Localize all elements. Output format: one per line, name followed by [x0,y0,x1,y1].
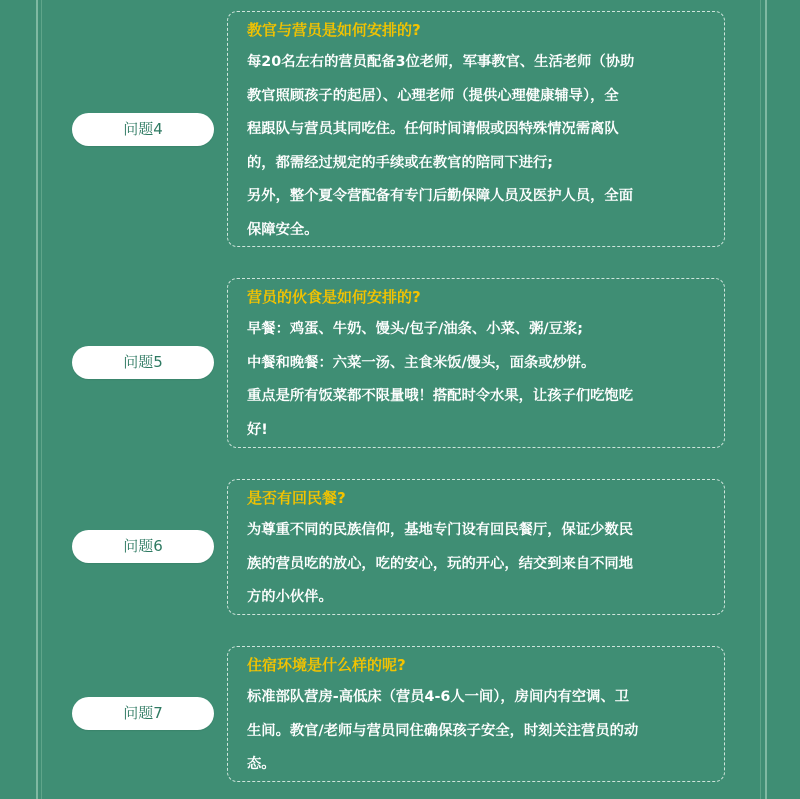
question-label-7: 问题7 [72,697,214,730]
question-title: 住宿环境是什么样的呢? [247,656,406,674]
question-label-4: 问题4 [72,113,214,146]
faq-card-5 [227,278,725,448]
answer-line: 中餐和晚餐：六菜一汤、主食米饭/馒头，面条或炒饼。 [247,354,596,371]
question-title: 教官与营员是如何安排的? [247,21,421,39]
right-frame-line [765,0,767,799]
answer-line: 另外，整个夏令营配备有专门后勤保障人员及医护人员，全面 [247,188,634,204]
answer-line: 教官照顾孩子的起居）、心理老师（提供心理健康辅导），全 [247,87,619,104]
answer-line: 为尊重不同的民族信仰，基地专门设有回民餐厅，保证少数民 [247,522,634,538]
answer-line: 生间。教官/老师与营员同住确保孩子安全，时刻关注营员的动 [247,722,639,739]
answer-line: 的，都需经过规定的手续或在教官的陪同下进行; [247,154,553,171]
faq-card-7 [227,646,725,782]
answer-line: 好! [247,421,268,438]
answer-line: 族的营员吃的放心，吃的安心，玩的开心，结交到来自不同地 [247,555,634,572]
answer-line: 标准部队营房-高低床（营员4-6人一间），房间内有空调、卫 [247,689,630,705]
answer-line: 每20名左右的营员配备3位老师，军事教官、生活老师（协助 [247,54,635,70]
faq-card-4 [227,11,725,247]
left-frame-line [36,0,38,799]
question-title: 是否有回民餐? [247,489,346,507]
answer-line: 早餐：鸡蛋、牛奶、馒头/包子/油条、小菜、粥/豆浆; [247,321,583,337]
answer-line: 态。 [247,756,276,772]
answer-line: 保障安全。 [247,221,319,238]
question-title: 营员的伙食是如何安排的? [247,288,421,306]
question-label-5: 问题5 [72,346,214,379]
right-frame-inner-line [760,0,761,799]
answer-line: 重点是所有饭菜都不限量哦！搭配时令水果，让孩子们吃饱吃 [247,388,634,404]
faq-card-6 [227,479,725,615]
answer-line: 程跟队与营员其同吃住。任何时间请假或因特殊情况需离队 [247,121,619,137]
answer-line: 方的小伙伴。 [247,589,333,605]
left-frame-inner-line [41,0,42,799]
question-label-6: 问题6 [72,530,214,563]
